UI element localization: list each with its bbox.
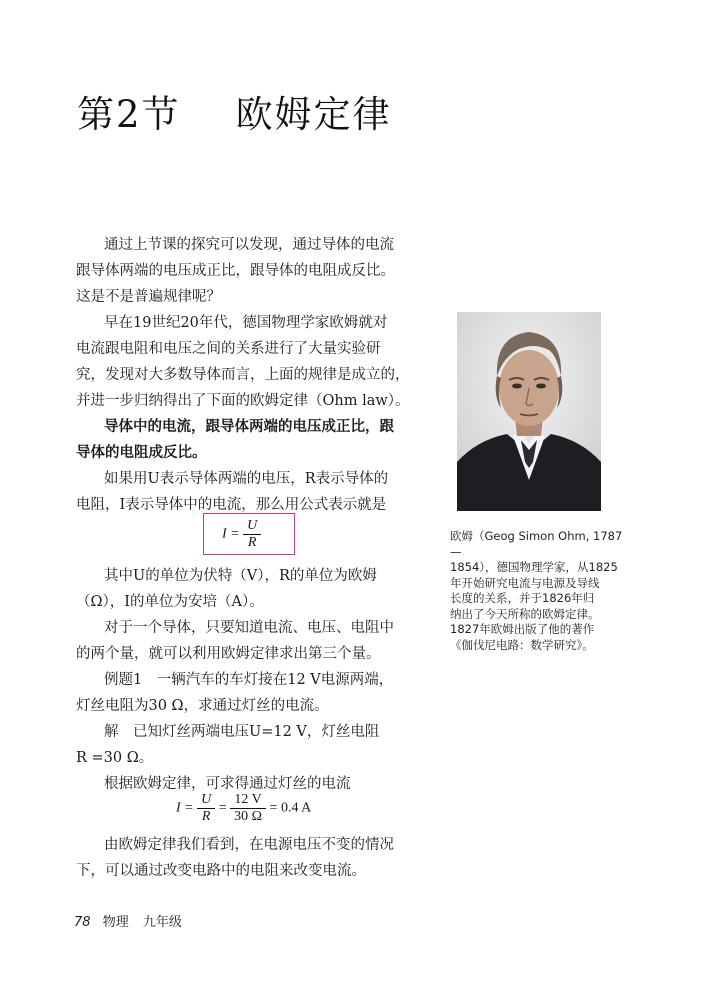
formula-numerator: U — [197, 792, 215, 809]
section-number: 第2节 — [77, 93, 181, 136]
calculation-formula — [176, 792, 311, 825]
book-name: 物理 — [102, 915, 129, 930]
paragraph-line: 并进一步归纳得出了下面的欧姆定律（Ohm law）。 — [76, 393, 410, 409]
paragraph-line: 下，可以通过改变电路中的电阻来改变电流。 — [76, 863, 366, 879]
example-problem: 灯丝电阻为30 Ω，求通过灯丝的电流。 — [76, 698, 329, 714]
caption-line: 欧姆（Geog Simon Ohm, 1787— — [450, 529, 623, 559]
solution-line: 解 已知灯丝两端电压U=12 V，灯丝电阻 — [104, 724, 380, 740]
caption-line: 纳出了今天所称的欧姆定律。 — [450, 606, 600, 621]
page-footer — [74, 911, 182, 930]
section-name: 欧姆定律 — [235, 93, 392, 136]
caption-line: 年开始研究电流与电源及导线 — [450, 575, 600, 590]
caption-line: 1827年欧姆出版了他的著作 — [450, 622, 595, 636]
paragraph-line: 电阻，I表示导体中的电流，那么用公式表示就是 — [76, 497, 387, 513]
formula-numerator-value: 12 V — [230, 792, 266, 809]
formula-lhs: I = — [176, 800, 194, 816]
formula-fraction-values — [230, 792, 266, 825]
paragraph-line: （Ω），I的单位为安培（A）。 — [76, 594, 264, 610]
law-statement: 导体中的电流，跟导体两端的电压成正比，跟 — [104, 418, 394, 435]
paragraph-line: 如果用U表示导体两端的电压，R表示导体的 — [104, 471, 389, 487]
caption-line: 长度的关系，并于1826年归 — [450, 591, 595, 605]
portrait-image — [457, 312, 601, 511]
paragraph-line: 究，发现对大多数导体而言，上面的规律是成立的， — [76, 367, 410, 383]
example-problem: 例题1 一辆汽车的车灯接在12 V电源两端， — [104, 672, 394, 688]
paragraph-line: 对于一个导体，只要知道电流、电压、电阻中 — [104, 620, 394, 636]
ohm-portrait — [457, 312, 601, 511]
formula-denominator: R — [247, 535, 257, 550]
solution-line: R =30 Ω。 — [76, 750, 154, 766]
paragraph-line: 跟导体两端的电压成正比，跟导体的电阻成反比。 — [76, 263, 395, 279]
formula-lhs: I = — [222, 526, 240, 542]
formula-fraction — [197, 792, 215, 825]
paragraph-line: 电流跟电阻和电压之间的关系进行了大量实验研 — [76, 341, 381, 357]
paragraph-line: 由欧姆定律我们看到，在电源电压不变的情况 — [104, 837, 394, 853]
page-number: 78 — [74, 915, 91, 930]
paragraph-line: 根据欧姆定律，可求得通过灯丝的电流 — [104, 776, 351, 792]
law-statement: 导体的电阻成反比。 — [76, 444, 207, 461]
formula-denominator: R — [201, 809, 211, 824]
paragraph-line: 这是不是普遍规律呢？ — [76, 289, 221, 305]
portrait-caption — [450, 529, 628, 653]
formula-fraction — [243, 518, 261, 551]
section-title — [77, 84, 392, 138]
formula-numerator: U — [243, 518, 261, 535]
formula-denominator-value: 30 Ω — [234, 809, 263, 824]
formula-equals: = — [218, 800, 227, 816]
paragraph-line: 其中U的单位为伏特（V），R的单位为欧姆 — [104, 568, 377, 584]
caption-line: 《伽伐尼电路：数学研究》。 — [450, 637, 594, 652]
paragraph-line: 通过上节课的探究可以发现，通过导体的电流 — [104, 237, 394, 253]
formula-result: = 0.4 A — [269, 800, 312, 816]
caption-line: 1854），德国物理学家，从1825 — [450, 560, 618, 574]
paragraph-line: 早在19世纪20年代，德国物理学家欧姆就对 — [104, 315, 388, 331]
paragraph-line: 的两个量，就可以利用欧姆定律求出第三个量。 — [76, 646, 381, 662]
ohm-formula-box — [203, 513, 295, 555]
grade-label: 九年级 — [142, 915, 182, 930]
